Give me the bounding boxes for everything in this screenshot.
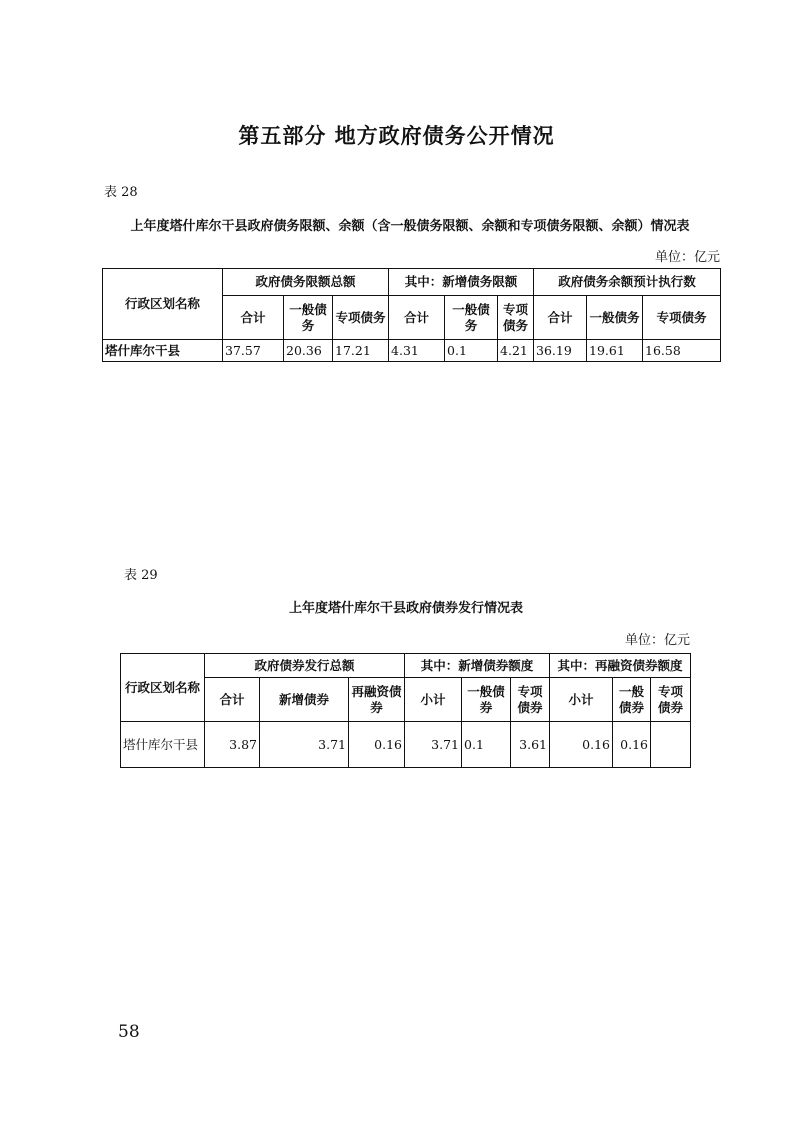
table-cell: 0.1	[462, 722, 511, 768]
column-header: 再融资债券	[349, 678, 405, 722]
table-28-number: 表 28	[104, 185, 138, 200]
column-header: 合计	[205, 678, 260, 722]
group-header: 其中：新增债券额度	[405, 654, 550, 678]
table-cell: 0.16	[613, 722, 651, 768]
column-header: 一般债务	[445, 296, 498, 340]
row-label: 塔什库尔干县	[103, 340, 223, 362]
table-row	[103, 340, 721, 362]
table-28	[102, 268, 721, 362]
column-header: 合计	[223, 296, 284, 340]
column-header: 一般债券	[613, 678, 651, 722]
table-cell: 16.58	[643, 340, 721, 362]
column-header: 合计	[534, 296, 587, 340]
table-cell	[651, 722, 691, 768]
table-cell: 3.71	[405, 722, 462, 768]
group-header: 其中：新增债务限额	[389, 269, 534, 296]
column-header: 合计	[389, 296, 445, 340]
table-cell: 4.21	[498, 340, 534, 362]
table-row	[121, 722, 691, 768]
column-header: 新增债券	[260, 678, 349, 722]
table-cell: 3.61	[511, 722, 550, 768]
table-cell: 4.31	[389, 340, 445, 362]
column-header: 一般债务	[284, 296, 333, 340]
group-header: 政府债务余额预计执行数	[534, 269, 721, 296]
table-29-title: 上年度塔什库尔干县政府债券发行情况表	[288, 601, 523, 616]
column-header: 一般债券	[462, 678, 511, 722]
row-label: 塔什库尔干县	[121, 722, 205, 768]
table-28-unit: 单位：亿元	[654, 250, 720, 265]
column-header: 专项债券	[511, 678, 550, 722]
page-title: 第五部分 地方政府债务公开情况	[238, 123, 555, 148]
table-28-title: 上年度塔什库尔干县政府债务限额、余额（含一般债务限额、余额和专项债务限额、余额）情况表	[130, 219, 690, 234]
table-cell: 19.61	[587, 340, 643, 362]
table-cell: 0.16	[550, 722, 613, 768]
table-cell: 3.87	[205, 722, 260, 768]
column-header: 专项债务	[498, 296, 534, 340]
column-header: 专项债务	[643, 296, 721, 340]
table-cell: 0.1	[445, 340, 498, 362]
table-29	[120, 653, 691, 768]
table-cell: 20.36	[284, 340, 333, 362]
column-header: 专项债务	[333, 296, 389, 340]
column-header: 小计	[550, 678, 613, 722]
group-header: 政府债务限额总额	[223, 269, 389, 296]
group-header: 其中：再融资债券额度	[550, 654, 691, 678]
column-header: 专项债券	[651, 678, 691, 722]
table-29-number: 表 29	[124, 568, 158, 583]
table-cell: 37.57	[223, 340, 284, 362]
stub-header: 行政区划名称	[103, 269, 223, 340]
table-29-unit: 单位：亿元	[624, 633, 690, 648]
table-cell: 36.19	[534, 340, 587, 362]
table-cell: 0.16	[349, 722, 405, 768]
table-cell: 3.71	[260, 722, 349, 768]
stub-header: 行政区划名称	[121, 654, 205, 722]
table-cell: 17.21	[333, 340, 389, 362]
column-header: 小计	[405, 678, 462, 722]
page-number: 58	[118, 1022, 140, 1042]
group-header: 政府债券发行总额	[205, 654, 405, 678]
column-header: 一般债务	[587, 296, 643, 340]
